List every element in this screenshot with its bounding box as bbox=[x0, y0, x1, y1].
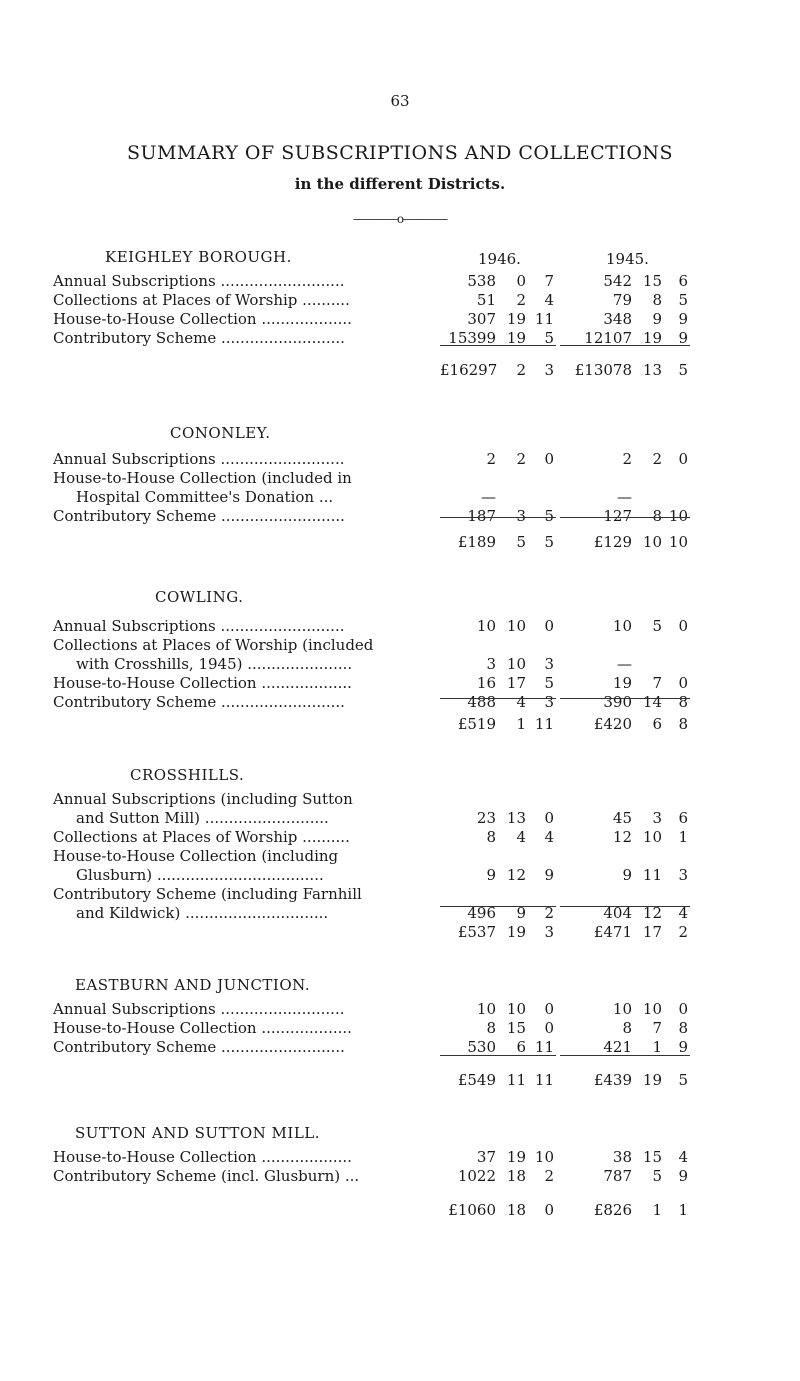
1946-pence: 5 bbox=[544, 329, 554, 347]
1945-shillings: 15 bbox=[642, 272, 662, 290]
1945-pence: 4 bbox=[678, 1148, 688, 1166]
section-rows bbox=[0, 1148, 800, 1186]
1946-shillings: 19 bbox=[506, 329, 526, 347]
1946-shillings: 12 bbox=[506, 866, 526, 884]
1945-shillings: 14 bbox=[642, 693, 662, 711]
1946-pounds: 8 bbox=[486, 1019, 496, 1037]
1946-pounds: 1022 bbox=[457, 1167, 496, 1185]
1945-shillings: 9 bbox=[652, 310, 662, 328]
1945-pounds: 12107 bbox=[584, 329, 632, 347]
total-rule-1946 bbox=[440, 906, 556, 907]
total-1946-pounds: £189 bbox=[457, 533, 496, 551]
1946-shillings: 19 bbox=[506, 1148, 526, 1166]
row-label: Contributory Scheme .......................... bbox=[53, 329, 345, 347]
1945-pounds: 421 bbox=[603, 1038, 632, 1056]
1946-pounds: 9 bbox=[486, 866, 496, 884]
1946-pounds: 187 bbox=[467, 507, 496, 525]
1946-pence: 0 bbox=[544, 1019, 554, 1037]
table-row bbox=[0, 1019, 800, 1038]
section-rows bbox=[0, 272, 800, 348]
1946-shillings: 19 bbox=[506, 310, 526, 328]
total-rule-1946 bbox=[440, 1055, 556, 1056]
total-1945-shillings: 6 bbox=[652, 715, 662, 733]
row-label: Glusburn) ................................... bbox=[76, 866, 324, 884]
1946-shillings: 10 bbox=[506, 1000, 526, 1018]
total-1945-pence: 5 bbox=[678, 361, 688, 379]
1946-pence: 2 bbox=[544, 904, 554, 922]
section-rows bbox=[0, 450, 800, 526]
1946-shillings: 17 bbox=[506, 674, 526, 692]
row-label: Contributory Scheme (including Farnhill bbox=[53, 885, 362, 903]
total-1945-shillings: 10 bbox=[642, 533, 662, 551]
1946-pounds: 496 bbox=[467, 904, 496, 922]
section-title: COWLING. bbox=[155, 588, 244, 606]
1945-pence: 0 bbox=[678, 617, 688, 635]
1945-shillings: 10 bbox=[642, 1000, 662, 1018]
1946-pence: 2 bbox=[544, 1167, 554, 1185]
row-label: Contributory Scheme .......................... bbox=[53, 693, 345, 711]
1946-pence: 10 bbox=[534, 1148, 554, 1166]
total-1946-pounds: £549 bbox=[457, 1071, 496, 1089]
row-label: House-to-House Collection ................... bbox=[53, 674, 352, 692]
table-row bbox=[0, 291, 800, 310]
1945-pounds: 10 bbox=[612, 1000, 632, 1018]
1946-pounds: 8 bbox=[486, 828, 496, 846]
1946-pounds: 37 bbox=[476, 1148, 496, 1166]
row-label: Annual Subscriptions (including Sutton bbox=[53, 790, 353, 808]
1946-pence: 5 bbox=[544, 674, 554, 692]
total-1945-shillings: 13 bbox=[642, 361, 662, 379]
table-row bbox=[0, 655, 800, 674]
table-row bbox=[0, 847, 800, 866]
1945-shillings: 8 bbox=[652, 291, 662, 309]
1945-pence: 9 bbox=[678, 310, 688, 328]
1945-pounds: 19 bbox=[612, 674, 632, 692]
section-title: KEIGHLEY BOROUGH. bbox=[105, 248, 292, 266]
1945-pence: 9 bbox=[678, 1167, 688, 1185]
1945-shillings: 7 bbox=[652, 674, 662, 692]
1946-pounds: 51 bbox=[476, 291, 496, 309]
1945-pounds: 787 bbox=[603, 1167, 632, 1185]
total-1945-pence: 5 bbox=[678, 1071, 688, 1089]
1946-shillings: 18 bbox=[506, 1167, 526, 1185]
1946-shillings: 13 bbox=[506, 809, 526, 827]
section-title: SUTTON AND SUTTON MILL. bbox=[75, 1124, 321, 1142]
1946-shillings: 2 bbox=[516, 450, 526, 468]
table-row bbox=[0, 272, 800, 291]
total-1946-pounds: £1060 bbox=[448, 1201, 496, 1219]
total-1945-pence: 8 bbox=[678, 715, 688, 733]
1945-pence: 5 bbox=[678, 291, 688, 309]
total-1945-shillings: 17 bbox=[642, 923, 662, 941]
row-label: Hospital Committee's Donation ... bbox=[76, 488, 334, 506]
table-row bbox=[0, 866, 800, 885]
1946-pounds: — bbox=[481, 488, 496, 506]
row-label: Collections at Places of Worship .......... bbox=[53, 291, 350, 309]
total-1946-pence: 0 bbox=[544, 1201, 554, 1219]
1945-pence: 6 bbox=[678, 809, 688, 827]
divider: ————o———— bbox=[352, 212, 448, 226]
1945-pence: 8 bbox=[678, 1019, 688, 1037]
1946-pounds: 2 bbox=[486, 450, 496, 468]
table-row bbox=[0, 828, 800, 847]
row-label: Annual Subscriptions .......................... bbox=[53, 1000, 345, 1018]
row-label: House-to-House Collection (included in bbox=[53, 469, 352, 487]
1945-shillings: 12 bbox=[642, 904, 662, 922]
table-row bbox=[0, 809, 800, 828]
total-1945-shillings: 1 bbox=[652, 1201, 662, 1219]
total-rule-1946 bbox=[440, 345, 556, 346]
table-row bbox=[0, 450, 800, 469]
1945-pence: 0 bbox=[678, 674, 688, 692]
total-1945-pence: 10 bbox=[668, 533, 688, 551]
1946-shillings: 4 bbox=[516, 693, 526, 711]
total-1945-pounds: £439 bbox=[593, 1071, 632, 1089]
1946-shillings: 15 bbox=[506, 1019, 526, 1037]
table-row bbox=[0, 1167, 800, 1186]
1946-pence: 7 bbox=[544, 272, 554, 290]
row-label: Annual Subscriptions .......................... bbox=[53, 272, 345, 290]
section-total bbox=[0, 714, 800, 734]
total-rule-1946 bbox=[440, 517, 556, 518]
1945-pence: 10 bbox=[668, 507, 688, 525]
1945-pounds: 2 bbox=[622, 450, 632, 468]
table-row bbox=[0, 1000, 800, 1019]
row-label: and Kildwick) .............................. bbox=[76, 904, 329, 922]
table-row bbox=[0, 790, 800, 809]
1945-pence: 0 bbox=[678, 1000, 688, 1018]
section-total bbox=[0, 532, 800, 552]
section-total bbox=[0, 360, 800, 380]
total-1945-pounds: £129 bbox=[593, 533, 632, 551]
total-1946-pence: 11 bbox=[534, 1071, 554, 1089]
total-1946-shillings: 5 bbox=[516, 533, 526, 551]
total-1945-shillings: 19 bbox=[642, 1071, 662, 1089]
table-row bbox=[0, 469, 800, 488]
1945-pounds: 10 bbox=[612, 617, 632, 635]
1946-pounds: 488 bbox=[467, 693, 496, 711]
1946-pounds: 16 bbox=[476, 674, 496, 692]
1945-pounds: 404 bbox=[603, 904, 632, 922]
1945-pounds: — bbox=[617, 488, 632, 506]
1946-pence: 9 bbox=[544, 866, 554, 884]
1945-pounds: 12 bbox=[612, 828, 632, 846]
row-label: Collections at Places of Worship .......... bbox=[53, 828, 350, 846]
1945-shillings: 10 bbox=[642, 828, 662, 846]
1946-pence: 0 bbox=[544, 809, 554, 827]
1946-pence: 3 bbox=[544, 693, 554, 711]
section-title: CONONLEY. bbox=[170, 424, 271, 442]
section-rows bbox=[0, 790, 800, 923]
1945-pence: 8 bbox=[678, 693, 688, 711]
1946-pounds: 10 bbox=[476, 1000, 496, 1018]
1945-pence: 6 bbox=[678, 272, 688, 290]
total-1945-pence: 1 bbox=[678, 1201, 688, 1219]
1946-pounds: 23 bbox=[476, 809, 496, 827]
1945-pence: 9 bbox=[678, 329, 688, 347]
1945-shillings: 19 bbox=[642, 329, 662, 347]
total-rule-1945 bbox=[560, 517, 690, 518]
1946-pounds: 10 bbox=[476, 617, 496, 635]
total-1945-pence: 2 bbox=[678, 923, 688, 941]
row-label: Collections at Places of Worship (included bbox=[53, 636, 374, 654]
section-title: EASTBURN AND JUNCTION. bbox=[75, 976, 311, 994]
1946-pence: 5 bbox=[544, 507, 554, 525]
1946-pence: 3 bbox=[544, 655, 554, 673]
table-row bbox=[0, 693, 800, 712]
1945-pounds: 38 bbox=[612, 1148, 632, 1166]
1945-pounds: 9 bbox=[622, 866, 632, 884]
1946-pence: 0 bbox=[544, 450, 554, 468]
1946-pence: 4 bbox=[544, 828, 554, 846]
1945-shillings: 1 bbox=[652, 1038, 662, 1056]
total-1946-shillings: 1 bbox=[516, 715, 526, 733]
table-row bbox=[0, 885, 800, 904]
total-1946-shillings: 19 bbox=[506, 923, 526, 941]
total-rule-1945 bbox=[560, 345, 690, 346]
section-total bbox=[0, 922, 800, 942]
total-1946-pence: 5 bbox=[544, 533, 554, 551]
total-1945-pounds: £13078 bbox=[574, 361, 632, 379]
year-header-current: 1946. bbox=[478, 250, 521, 268]
1945-pounds: 542 bbox=[603, 272, 632, 290]
1945-pence: 9 bbox=[678, 1038, 688, 1056]
1946-shillings: 10 bbox=[506, 617, 526, 635]
row-label: and Sutton Mill) .......................... bbox=[76, 809, 329, 827]
page-subtitle: in the different Districts. bbox=[294, 175, 506, 193]
1945-pounds: 8 bbox=[622, 1019, 632, 1037]
total-1945-pounds: £471 bbox=[593, 923, 632, 941]
1946-pence: 0 bbox=[544, 617, 554, 635]
row-label: House-to-House Collection ................... bbox=[53, 1148, 352, 1166]
1946-shillings: 3 bbox=[516, 507, 526, 525]
1946-shillings: 4 bbox=[516, 828, 526, 846]
1946-shillings: 10 bbox=[506, 655, 526, 673]
row-label: Contributory Scheme .......................... bbox=[53, 507, 345, 525]
total-rule-1945 bbox=[560, 698, 690, 699]
row-label: House-to-House Collection (including bbox=[53, 847, 339, 865]
row-label: Contributory Scheme (incl. Glusburn) ... bbox=[53, 1167, 360, 1185]
total-1946-shillings: 11 bbox=[506, 1071, 526, 1089]
section-total bbox=[0, 1070, 800, 1090]
1946-shillings: 0 bbox=[516, 272, 526, 290]
total-1945-pounds: £420 bbox=[593, 715, 632, 733]
1946-pounds: 307 bbox=[467, 310, 496, 328]
total-1946-pounds: £537 bbox=[457, 923, 496, 941]
total-1946-pence: 3 bbox=[544, 923, 554, 941]
row-label: House-to-House Collection ................... bbox=[53, 1019, 352, 1037]
1945-shillings: 2 bbox=[652, 450, 662, 468]
total-1945-pounds: £826 bbox=[593, 1201, 632, 1219]
1945-shillings: 7 bbox=[652, 1019, 662, 1037]
1946-pounds: 3 bbox=[486, 655, 496, 673]
1945-shillings: 5 bbox=[652, 617, 662, 635]
page-title: SUMMARY OF SUBSCRIPTIONS AND COLLECTIONS bbox=[126, 142, 674, 164]
row-label: Contributory Scheme .......................... bbox=[53, 1038, 345, 1056]
row-label: House-to-House Collection ................... bbox=[53, 310, 352, 328]
1945-pounds: 348 bbox=[603, 310, 632, 328]
total-rule-1946 bbox=[440, 698, 556, 699]
total-1946-pence: 3 bbox=[544, 361, 554, 379]
1945-shillings: 5 bbox=[652, 1167, 662, 1185]
total-1946-shillings: 2 bbox=[516, 361, 526, 379]
table-row bbox=[0, 488, 800, 507]
total-1946-pounds: £519 bbox=[457, 715, 496, 733]
table-row bbox=[0, 617, 800, 636]
section-title: CROSSHILLS. bbox=[130, 766, 245, 784]
1946-pence: 0 bbox=[544, 1000, 554, 1018]
table-row bbox=[0, 636, 800, 655]
page-number: 63 bbox=[390, 92, 410, 110]
1945-pence: 1 bbox=[678, 828, 688, 846]
total-rule-1945 bbox=[560, 906, 690, 907]
1945-pence: 4 bbox=[678, 904, 688, 922]
1945-pounds: 79 bbox=[612, 291, 632, 309]
1945-shillings: 8 bbox=[652, 507, 662, 525]
section-rows bbox=[0, 1000, 800, 1057]
total-1946-pence: 11 bbox=[534, 715, 554, 733]
1945-pounds: 45 bbox=[612, 809, 632, 827]
table-row bbox=[0, 310, 800, 329]
section-total bbox=[0, 1200, 800, 1220]
1945-shillings: 11 bbox=[642, 866, 662, 884]
1945-pounds: 390 bbox=[603, 693, 632, 711]
1946-pounds: 530 bbox=[467, 1038, 496, 1056]
1945-shillings: 3 bbox=[652, 809, 662, 827]
1946-shillings: 9 bbox=[516, 904, 526, 922]
row-label: Annual Subscriptions .......................... bbox=[53, 617, 345, 635]
total-rule-1945 bbox=[560, 1055, 690, 1056]
year-header-previous: 1945. bbox=[606, 250, 649, 268]
1945-pence: 0 bbox=[678, 450, 688, 468]
1945-pounds: — bbox=[617, 655, 632, 673]
1945-pence: 3 bbox=[678, 866, 688, 884]
1946-pence: 11 bbox=[534, 310, 554, 328]
total-1946-shillings: 18 bbox=[506, 1201, 526, 1219]
1945-shillings: 15 bbox=[642, 1148, 662, 1166]
total-1946-pounds: £16297 bbox=[440, 361, 498, 379]
1946-shillings: 2 bbox=[516, 291, 526, 309]
1946-pence: 4 bbox=[544, 291, 554, 309]
1946-pence: 11 bbox=[534, 1038, 554, 1056]
1946-pounds: 538 bbox=[467, 272, 496, 290]
row-label: Annual Subscriptions .......................... bbox=[53, 450, 345, 468]
row-label: with Crosshills, 1945) ...................... bbox=[76, 655, 353, 673]
table-row bbox=[0, 1148, 800, 1167]
1946-shillings: 6 bbox=[516, 1038, 526, 1056]
1946-pounds: 15399 bbox=[448, 329, 496, 347]
table-row bbox=[0, 674, 800, 693]
1945-pounds: 127 bbox=[603, 507, 632, 525]
